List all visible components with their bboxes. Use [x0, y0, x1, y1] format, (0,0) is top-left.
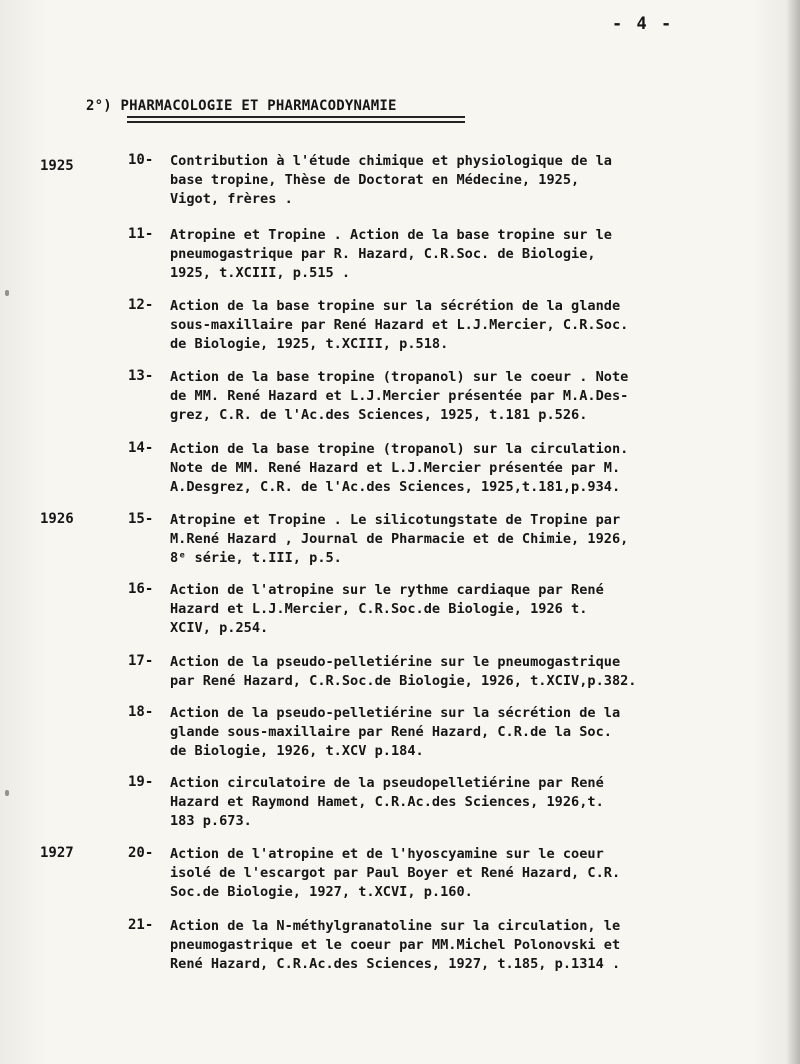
- binding-hole-mark: [5, 790, 9, 796]
- entry-number: 17-: [128, 653, 154, 669]
- year-label: 1926: [40, 511, 74, 527]
- entry-line: Hazard et L.J.Mercier, C.R.Soc.de Biologie, 1926 t.: [170, 601, 588, 617]
- entry-line: 8ᵉ série, t.III, p.5.: [170, 550, 342, 566]
- entry-text: [170, 653, 770, 691]
- entry-line: A.Desgrez, C.R. de l'Ac.des Sciences, 1925,t.181,p.934.: [170, 479, 621, 495]
- year-label: 1927: [40, 845, 74, 861]
- entry-number: 13-: [128, 368, 154, 384]
- entry-line: sous-maxillaire par René Hazard et L.J.Mercier, C.R.Soc.: [170, 317, 629, 333]
- entry-line: isolé de l'escargot par Paul Boyer et René Hazard, C.R.: [170, 865, 621, 881]
- entry-line: de Biologie, 1926, t.XCV p.184.: [170, 743, 424, 759]
- entry-line: Action de la base tropine (tropanol) sur le coeur . Note: [170, 369, 629, 385]
- entry-line: Atropine et Tropine . Le silicotungstate de Tropine par: [170, 512, 621, 528]
- entry-number: 21-: [128, 917, 154, 933]
- entry-line: pneumogastrique par R. Hazard, C.R.Soc. de Biologie,: [170, 246, 596, 262]
- entry-text: [170, 297, 770, 354]
- entry-line: Soc.de Biologie, 1927, t.XCVI, p.160.: [170, 884, 473, 900]
- entry-line: Contribution à l'étude chimique et physiologique de la: [170, 153, 612, 169]
- entry-line: Action circulatoire de la pseudopelletiérine par René: [170, 775, 604, 791]
- page-number: - 4 -: [612, 14, 674, 34]
- page-edge-shadow: [786, 0, 800, 1064]
- entry-number: 16-: [128, 581, 154, 597]
- entry-line: Action de la base tropine (tropanol) sur la circulation.: [170, 441, 629, 457]
- entry-line: base tropine, Thèse de Doctorat en Médecine, 1925,: [170, 172, 580, 188]
- entry-text: [170, 581, 770, 638]
- entry-line: Atropine et Tropine . Action de la base tropine sur le: [170, 227, 612, 243]
- entry-number: 10-: [128, 152, 154, 168]
- entry-text: [170, 152, 770, 209]
- entry-line: 1925, t.XCIII, p.515 .: [170, 265, 351, 281]
- entry-line: 183 p.673.: [170, 813, 252, 829]
- entry-number: 11-: [128, 226, 154, 242]
- entry-line: Note de MM. René Hazard et L.J.Mercier présentée par M.: [170, 460, 621, 476]
- binding-hole-mark: [5, 290, 9, 296]
- entry-line: grez, C.R. de l'Ac.des Sciences, 1925, t.181 p.526.: [170, 407, 588, 423]
- entry-line: Action de l'atropine et de l'hyoscyamine sur le coeur: [170, 846, 604, 862]
- entry-line: Vigot, frères .: [170, 191, 293, 207]
- entry-line: glande sous-maxillaire par René Hazard, C.R.de la Soc.: [170, 724, 612, 740]
- entry-text: [170, 511, 770, 568]
- entry-line: Action de la pseudo-pelletiérine sur la sécrétion de la: [170, 705, 621, 721]
- entry-line: Action de la N-méthylgranatoline sur la circulation, le: [170, 918, 621, 934]
- entry-number: 18-: [128, 704, 154, 720]
- section-heading: 2°) PHARMACOLOGIE ET PHARMACODYNAMIE: [86, 98, 397, 114]
- entry-line: de MM. René Hazard et L.J.Mercier présentée par M.A.Des-: [170, 388, 629, 404]
- entry-line: Action de la pseudo-pelletiérine sur le pneumogastrique: [170, 654, 621, 670]
- entry-text: [170, 845, 770, 902]
- year-label: 1925: [40, 158, 74, 174]
- entry-text: [170, 704, 770, 761]
- entry-text: [170, 917, 770, 974]
- entry-line: M.René Hazard , Journal de Pharmacie et de Chimie, 1926,: [170, 531, 629, 547]
- entry-line: de Biologie, 1925, t.XCIII, p.518.: [170, 336, 449, 352]
- entry-text: [170, 368, 770, 425]
- entry-line: XCIV, p.254.: [170, 620, 269, 636]
- heading-double-underline: [127, 116, 465, 123]
- entry-line: Hazard et Raymond Hamet, C.R.Ac.des Sciences, 1926,t.: [170, 794, 604, 810]
- entry-line: pneumogastrique et le coeur par MM.Michel Polonovski et: [170, 937, 621, 953]
- entry-number: 14-: [128, 440, 154, 456]
- entry-line: Action de la base tropine sur la sécrétion de la glande: [170, 298, 621, 314]
- entry-text: [170, 440, 770, 497]
- entry-text: [170, 226, 770, 283]
- entry-number: 12-: [128, 297, 154, 313]
- entry-text: [170, 774, 770, 831]
- entry-number: 20-: [128, 845, 154, 861]
- entry-line: René Hazard, C.R.Ac.des Sciences, 1927, t.185, p.1314 .: [170, 956, 621, 972]
- entry-number: 15-: [128, 511, 154, 527]
- entry-line: Action de l'atropine sur le rythme cardiaque par René: [170, 582, 604, 598]
- entry-number: 19-: [128, 774, 154, 790]
- entry-line: par René Hazard, C.R.Soc.de Biologie, 1926, t.XCIV,p.382.: [170, 673, 637, 689]
